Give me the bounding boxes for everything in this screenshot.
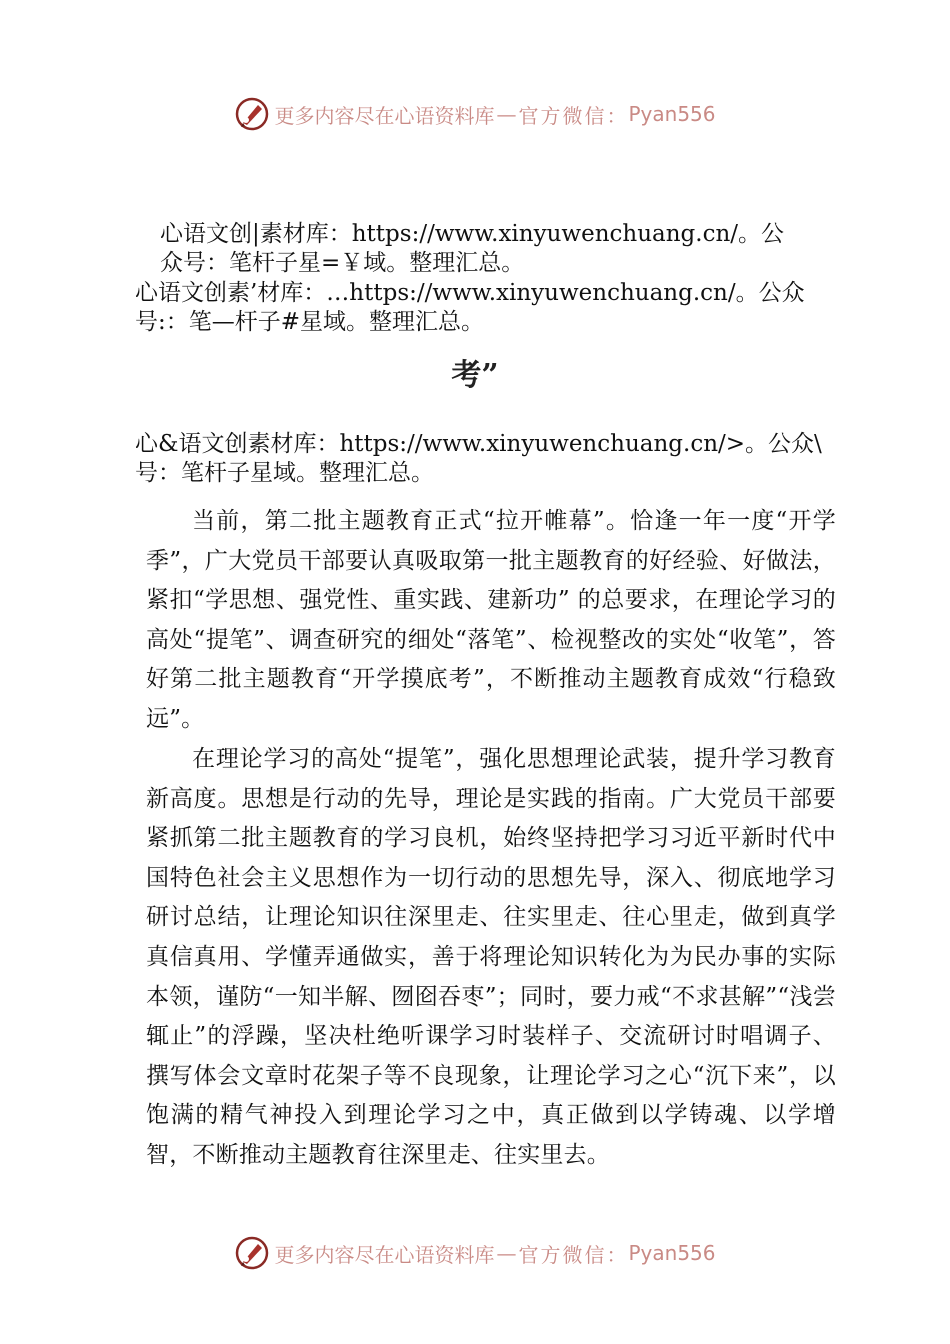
- banner-label: 官方微信：: [518, 103, 629, 128]
- body-paragraph: 在理论学习的高处“提笔”，强化思想理论武装，提升学习教育新高度。思想是行动的先导，理论是实践的指南。广大党员干部要紧抓第二批主题教育的学习良机，始终坚持把学习习近平新时代中国特色社会主义思想作为一切行动的思想先导，深入、彻底地学习研讨总结，让理论知识往深里走、往实里走、往心里走，做到真学真信真用、学懂弄通做实，善于将理论知识转化为为民办事的实际本领，谨防“一知半解、囫囵吞枣”；同时，要力戒“不求甚解”“浅尝辄止”的浮躁，坚决杜绝听课学习时装样子、交流研讨时唱调子、 撰写体会文章时花架子等不良现象，让理论学习之心“沉下来”，以饱满的精气神投入到理论学习之中，真正做到以学铸魂、以学增智，不断推动主题教育往深里走、往实里去。: [146, 746, 836, 1168]
- banner-brand-text: 更多内容尽在心语资料库: [274, 1242, 495, 1267]
- pen-logo-icon: [234, 96, 270, 132]
- banner-separator: —: [496, 1241, 517, 1265]
- source-note-line: 号:：笔—杆子#星域。整理汇总。: [135, 309, 485, 335]
- banner-label: 官方微信：: [518, 1242, 629, 1267]
- header-watermark-banner: [0, 94, 950, 134]
- banner-brand-text: 更多内容尽在心语资料库: [274, 103, 495, 128]
- source-note-line: 众号：笔杆子星=￥域。整理汇总。: [160, 250, 525, 276]
- source-note-line: 心语文创|素材库：https://www.xinyuwenchuang.cn/。公: [160, 221, 785, 247]
- source-note-line: 心语文创素’材库：…https://www.xinyuwenchuang.cn/。公众: [135, 280, 805, 306]
- banner-handle: Pyan556: [628, 102, 716, 126]
- source-note-line: 心&语文创素材库：https://www.xinyuwenchuang.cn/>。公众\: [135, 431, 822, 457]
- footer-watermark-banner: [0, 1233, 950, 1273]
- page-heading: 考”: [451, 358, 499, 393]
- banner-handle: Pyan556: [628, 1241, 716, 1265]
- source-note-line: 号：笔杆子星域。整理汇总。: [135, 460, 434, 486]
- pen-logo-icon: [234, 1235, 270, 1271]
- banner-separator: —: [496, 102, 517, 126]
- body-paragraph: 当前，第二批主题教育正式“拉开帷幕”。恰逢一年一度“开学季”，广大党员干部要认真吸取第一批主题教育的好经验、好做法，紧扣“学思想、强党性、重实践、建新功” 的总要求，在理论学习的高处“提笔”、调查研究的细处“落笔”、检视整改的实处“收笔”，答好第二批主题教育“开学摸底考”，不断推动主题教育成效“行稳致远”。: [146, 508, 836, 732]
